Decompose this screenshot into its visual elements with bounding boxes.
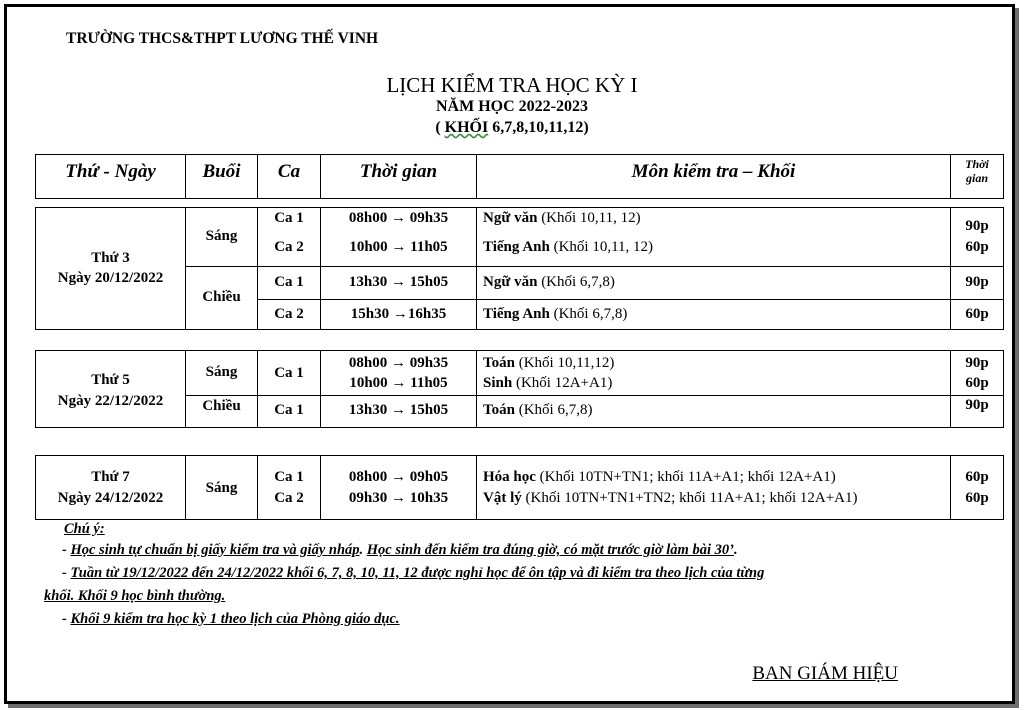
note-1: - Học sinh tự chuẩn bị giấy kiểm tra và giấy nháp. Học sinh đến kiểm tra đúng giờ, có mặt trước giờ làm bài 30’. (62, 542, 738, 558)
header-subject: Môn kiểm tra – Khối (631, 161, 796, 182)
grades-list: 6,7,8,10,11,12) (488, 119, 589, 136)
subject-grade: (Khối 12A+A1) (512, 375, 613, 391)
day-weekday: Thứ 7 (91, 469, 130, 485)
subject-grade: (Khối 10,11, 12) (537, 210, 641, 226)
document-title: LỊCH KIỂM TRA HỌC KỲ I (386, 73, 638, 97)
day-date: Ngày 24/12/2022 (57, 490, 164, 506)
schedule-block-2 (35, 350, 1004, 428)
time-range: 09h30 → 10h35 (348, 490, 449, 506)
header-session: Buổi (202, 161, 241, 182)
subject-name: Tiếng Anh (483, 239, 550, 255)
note-2: - Tuần từ 19/12/2022 đến 24/12/2022 khối 6, 7, 8, 10, 11, 12 được nghỉ học để ôn tập và đi kiểm tra theo lịch của từng (62, 565, 765, 581)
duration: 90p (965, 355, 989, 371)
subject-name: Hóa học (483, 469, 536, 485)
subject-cell (483, 402, 592, 419)
time-range: 15h30 →16h35 (350, 306, 447, 322)
schedule-block-3 (35, 455, 1004, 520)
subject-grade: (Khối 6,7,8) (537, 274, 615, 290)
time-range: 08h00 → 09h35 (348, 355, 449, 371)
shift-label: Ca 2 (274, 306, 304, 322)
time-range: 13h30 → 15h05 (348, 402, 449, 418)
subject-name: Vật lý (483, 490, 522, 506)
duration: 90p (965, 274, 989, 290)
header-duration: Thời gian (965, 157, 989, 185)
subject-cell (483, 210, 641, 227)
time-range: 10h00 → 11h05 (349, 239, 448, 255)
header-row (35, 154, 1004, 199)
shift-label: Ca 2 (274, 239, 304, 255)
header-time: Thời gian (359, 161, 438, 182)
subject-grade: (Khối 10TN+TN1+TN2; khối 11A+A1; khối 12A+A1) (521, 490, 858, 506)
duration: 90p (965, 397, 989, 413)
subject-name: Tiếng Anh (483, 306, 550, 322)
session-name: Sáng (205, 480, 238, 496)
subject-name: Ngữ văn (483, 210, 538, 226)
signature: BAN GIÁM HIỆU (752, 663, 898, 684)
time-range: 08h00 → 09h35 (348, 210, 449, 226)
subject-grade: (Khối 6,7,8) (549, 306, 628, 322)
time-range: 08h00 → 09h05 (348, 469, 449, 485)
day-weekday: Thứ 3 (91, 250, 130, 266)
session-name: Chiều (202, 289, 241, 305)
shift-label: Ca 2 (274, 490, 304, 506)
subject-cell (483, 469, 836, 486)
shift-label: Ca 1 (274, 402, 304, 418)
session-name: Chiều (202, 398, 241, 414)
duration: 60p (965, 239, 989, 255)
subject-cell (483, 375, 612, 392)
notes-heading: Chú ý: (64, 521, 105, 537)
duration: 60p (965, 375, 989, 391)
header-day: Thứ - Ngày (65, 161, 156, 182)
subject-grade: (Khối 6,7,8) (514, 402, 593, 418)
subject-cell (483, 355, 614, 372)
subject-name: Toán (483, 402, 515, 418)
day-date: Ngày 22/12/2022 (57, 393, 164, 409)
subject-grade: (Khối 10,11,12) (514, 355, 615, 371)
duration: 60p (965, 490, 989, 506)
time-range: 10h00 → 11h05 (349, 375, 448, 391)
shift-label: Ca 1 (274, 210, 304, 226)
day-weekday: Thứ 5 (91, 372, 130, 388)
subject-grade: (Khối 10,11, 12) (549, 239, 654, 255)
grades-line (0, 119, 1024, 137)
subject-cell (483, 239, 653, 256)
duration: 90p (965, 218, 989, 234)
school-name: TRƯỜNG THCS&THPT LƯƠNG THẾ VINH (66, 30, 379, 47)
school-year: NĂM HỌC 2022-2023 (436, 98, 588, 115)
note-2-cont: khối. Khối 9 học bình thường. (44, 588, 226, 604)
grades-prefix: ( (435, 119, 445, 136)
subject-name: Toán (483, 355, 515, 371)
shift-label: Ca 1 (274, 469, 304, 485)
session-name: Sáng (205, 228, 238, 244)
header-shift: Ca (277, 161, 301, 182)
subject-cell (483, 306, 627, 323)
day-date: Ngày 20/12/2022 (57, 270, 164, 286)
duration: 60p (965, 306, 989, 322)
note-3: - Khối 9 kiểm tra học kỳ 1 theo lịch của Phòng giáo dục. (62, 611, 400, 627)
time-range: 13h30 → 15h05 (348, 274, 449, 290)
subject-cell (483, 274, 615, 291)
grades-word: KHỐI (444, 119, 489, 136)
session-name: Sáng (205, 364, 238, 380)
duration: 60p (965, 469, 989, 485)
subject-name: Sinh (483, 375, 513, 391)
subject-name: Ngữ văn (483, 274, 538, 290)
subject-cell (483, 490, 858, 507)
shift-label: Ca 1 (274, 365, 304, 381)
shift-label: Ca 1 (274, 274, 304, 290)
schedule-block-1 (35, 207, 1004, 330)
subject-grade: (Khối 10TN+TN1; khối 11A+A1; khối 12A+A1) (535, 469, 836, 485)
